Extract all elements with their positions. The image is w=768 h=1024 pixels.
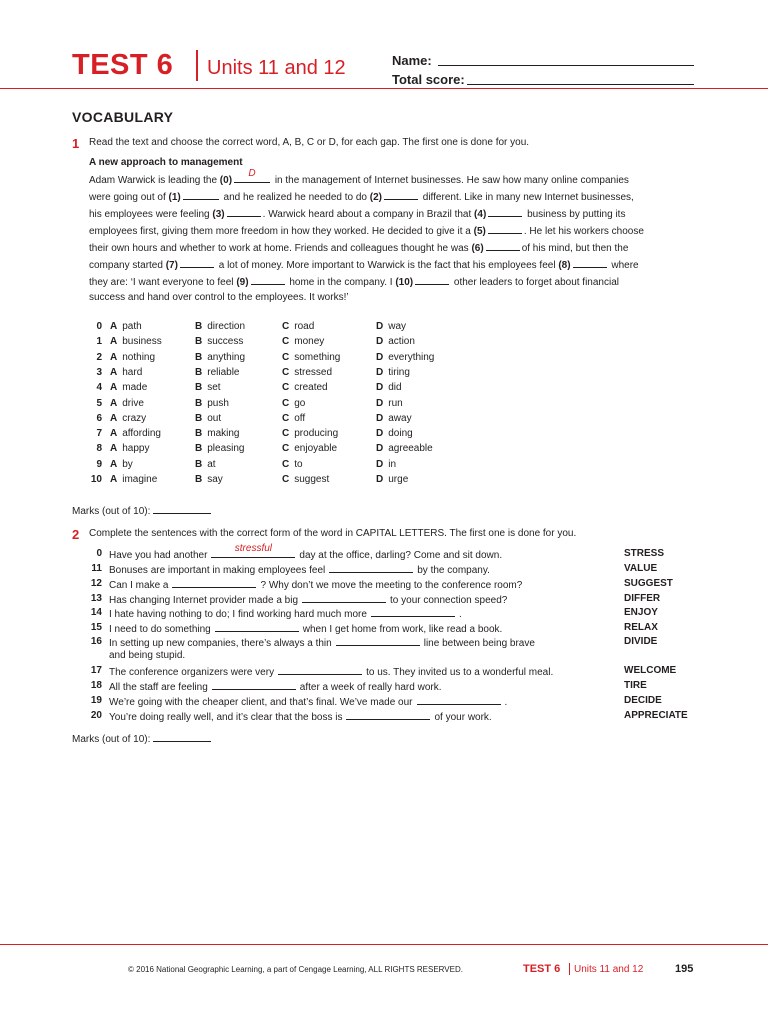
footer-units: Units 11 and 12	[574, 964, 644, 975]
passage-line: his employees were feeling (3) . Warwick heard about a company in Brazil that (4) business by putting its	[89, 209, 626, 220]
sentence-number: 15	[90, 622, 102, 633]
capital-word: DECIDE	[624, 695, 662, 706]
option-row-number: 8	[96, 443, 102, 455]
gap	[384, 190, 418, 200]
passage-line: their own hours and whether to work at home. Friends and colleagues thought he was (6) of his mind, but then the	[89, 243, 629, 254]
option-row-number: 3	[96, 366, 102, 378]
gap	[180, 258, 214, 268]
page-number: 195	[675, 963, 694, 975]
sentence-number: 12	[90, 578, 102, 589]
capital-word: RELAX	[624, 622, 658, 633]
option-row-number: 0	[96, 321, 102, 332]
option-d: D run	[376, 397, 403, 409]
sentence-number: 20	[90, 710, 102, 721]
answer-gap	[346, 710, 430, 720]
gap	[488, 224, 522, 234]
units-title: Units 11 and 12	[207, 57, 346, 79]
test-title: TEST 6	[72, 49, 174, 81]
option-c: C something	[282, 351, 341, 363]
sentence-number: 14	[90, 607, 102, 618]
answer-gap	[371, 607, 455, 617]
footer-separator	[569, 963, 570, 975]
capital-word: TIRE	[624, 680, 647, 691]
passage-line: Adam Warwick is leading the (0) D in the management of Internet businesses. He saw how many online companies	[89, 168, 629, 186]
marks-row: Marks (out of 10):	[72, 504, 211, 517]
gap	[488, 207, 522, 217]
gap	[227, 207, 261, 217]
copyright: © 2016 National Geographic Learning, a part of Cengage Learning, ALL RIGHTS RESERVED.	[128, 965, 463, 974]
option-a: A made	[110, 382, 148, 394]
sentence: You’re doing really well, and it’s clear that the boss is of your work.	[109, 712, 492, 723]
option-row-number: 7	[96, 428, 102, 440]
option-d: D in	[376, 458, 397, 470]
gap	[251, 275, 285, 285]
footer-test: TEST 6	[523, 963, 561, 975]
passage-line: were going out of (1) and he realized he needed to do (2) different. Like in many new Internet businesses,	[89, 192, 634, 203]
answer-gap	[211, 543, 295, 558]
sentence-number: 19	[90, 695, 102, 706]
question-number: 1	[72, 136, 80, 151]
name-label: Name:	[392, 53, 432, 68]
option-a: A happy	[110, 443, 150, 455]
option-c: C to	[282, 458, 303, 470]
example-answer: stressful	[234, 543, 273, 554]
option-row-number: 6	[96, 412, 102, 424]
passage-line: they are: ‘I want everyone to feel (9) home in the company. I (10) other leaders to forget about financial	[89, 277, 619, 288]
option-b: B set	[195, 382, 221, 394]
option-b: B push	[195, 397, 229, 409]
total-score-line	[467, 84, 694, 85]
option-b: B say	[195, 474, 223, 485]
answer-gap	[215, 622, 299, 632]
marks-line	[153, 732, 211, 742]
sentence: Can I make a ? Why don’t we move the meeting to the conference room?	[109, 580, 523, 591]
option-c: C go	[282, 397, 306, 409]
sentence: Have you had another stressful day at the office, darling? Come and sit down.	[109, 543, 503, 561]
option-b: B pleasing	[195, 443, 245, 455]
sentence: Bonuses are important in making employees feel by the company.	[109, 565, 490, 576]
marks-line	[153, 504, 211, 514]
option-b: B success	[195, 336, 244, 348]
sentence: Has changing Internet provider made a big to your connection speed?	[109, 595, 508, 606]
answer-gap	[212, 680, 296, 690]
option-a: A affording	[110, 428, 161, 440]
option-d: D agreeable	[376, 443, 433, 455]
answer-gap	[417, 695, 501, 705]
capital-word: WELCOME	[624, 665, 677, 676]
title-separator	[196, 50, 198, 81]
capital-word: DIVIDE	[624, 636, 658, 647]
option-row-number: 5	[96, 397, 102, 409]
sentence: I need to do something when I get home from work, like read a book.	[109, 624, 503, 635]
option-a: A crazy	[110, 412, 147, 424]
capital-word: VALUE	[624, 563, 658, 574]
option-b: B making	[195, 428, 240, 440]
header-rule	[0, 88, 768, 89]
sentence: I hate having nothing to do; I find working hard much more .	[109, 609, 462, 620]
option-d: D doing	[376, 428, 413, 440]
option-c: C money	[282, 336, 325, 348]
answer-gap	[172, 578, 256, 588]
option-d: D everything	[376, 351, 435, 363]
section-heading: VOCABULARY	[72, 109, 174, 125]
passage-line: employees first, giving them more freedom in how they worked. He decided to give it a (5) . He let his workers choose	[89, 226, 644, 237]
option-row-number: 4	[96, 382, 102, 394]
option-a: A nothing	[110, 351, 156, 363]
footer-rule	[0, 944, 768, 945]
passage-line: company started (7) a lot of money. More important to Warwick is the fact that his employees feel (8) where	[89, 260, 639, 271]
answer-gap	[329, 563, 413, 573]
marks-row: Marks (out of 10):	[72, 732, 211, 745]
option-b: B out	[195, 412, 222, 424]
option-a: A hard	[110, 366, 143, 378]
option-c: C road	[282, 321, 315, 332]
option-b: B direction	[195, 321, 246, 332]
passage-line: success and hand over control to the employees. It works!’	[89, 292, 349, 303]
option-row-number: 2	[96, 351, 102, 363]
option-d: D way	[376, 321, 407, 332]
sentence-number: 13	[90, 593, 102, 604]
option-c: C producing	[282, 428, 339, 440]
capital-word: STRESS	[624, 548, 665, 559]
sentence-number: 16	[90, 636, 102, 647]
sentence-continuation: and being stupid.	[109, 650, 186, 661]
gap	[486, 241, 520, 251]
option-c: C off	[282, 412, 306, 424]
capital-word: ENJOY	[624, 607, 658, 618]
capital-word: APPRECIATE	[624, 710, 688, 721]
option-c: C suggest	[282, 474, 330, 485]
capital-word: DIFFER	[624, 593, 661, 604]
sentence: We’re going with the cheaper client, and that’s final. We’ve made our .	[109, 697, 508, 708]
option-c: C created	[282, 382, 328, 394]
option-c: C stressed	[282, 366, 333, 378]
sentence: The conference organizers were very to us. They invited us to a wonderful meal.	[109, 667, 554, 678]
gap	[183, 190, 219, 200]
gap	[415, 275, 449, 285]
option-row-number: 10	[90, 474, 102, 485]
option-a: A drive	[110, 397, 144, 409]
question-number: 2	[72, 527, 80, 542]
sentence-number: 17	[90, 665, 102, 676]
passage-title: A new approach to management	[89, 157, 243, 168]
capital-word: SUGGEST	[624, 578, 673, 589]
option-b: B anything	[195, 351, 246, 363]
option-c: C enjoyable	[282, 443, 338, 455]
option-a: A by	[110, 458, 133, 470]
option-d: D did	[376, 382, 402, 394]
sentence-number: 11	[91, 563, 102, 574]
option-d: D away	[376, 412, 412, 424]
total-score-label: Total score:	[392, 72, 465, 87]
option-b: B at	[195, 458, 216, 470]
gap	[234, 168, 270, 183]
option-row-number: 1	[96, 336, 102, 348]
option-d: D tiring	[376, 366, 410, 378]
sentence-number: 18	[90, 680, 102, 691]
option-a: A imagine	[110, 474, 158, 485]
option-row-number: 9	[96, 458, 102, 470]
sentence: In setting up new companies, there’s always a thin line between being brave	[109, 638, 535, 649]
answer-gap	[302, 593, 386, 603]
option-d: D action	[376, 336, 415, 348]
answer-gap	[336, 636, 420, 646]
name-line	[438, 65, 694, 66]
question-instruction: Complete the sentences with the correct form of the word in CAPITAL LETTERS. The first one is done for you.	[89, 528, 577, 539]
sentence-number: 0	[96, 548, 102, 559]
question-instruction: Read the text and choose the correct word, A, B, C or D, for each gap. The first one is done for you.	[89, 137, 530, 148]
answer-gap	[278, 665, 362, 675]
option-a: A business	[110, 336, 162, 348]
option-d: D urge	[376, 474, 409, 485]
gap	[573, 258, 607, 268]
option-b: B reliable	[195, 366, 240, 378]
example-answer: D	[248, 168, 256, 179]
sentence: All the staff are feeling after a week of really hard work.	[109, 682, 442, 693]
option-a: A path	[110, 321, 142, 332]
